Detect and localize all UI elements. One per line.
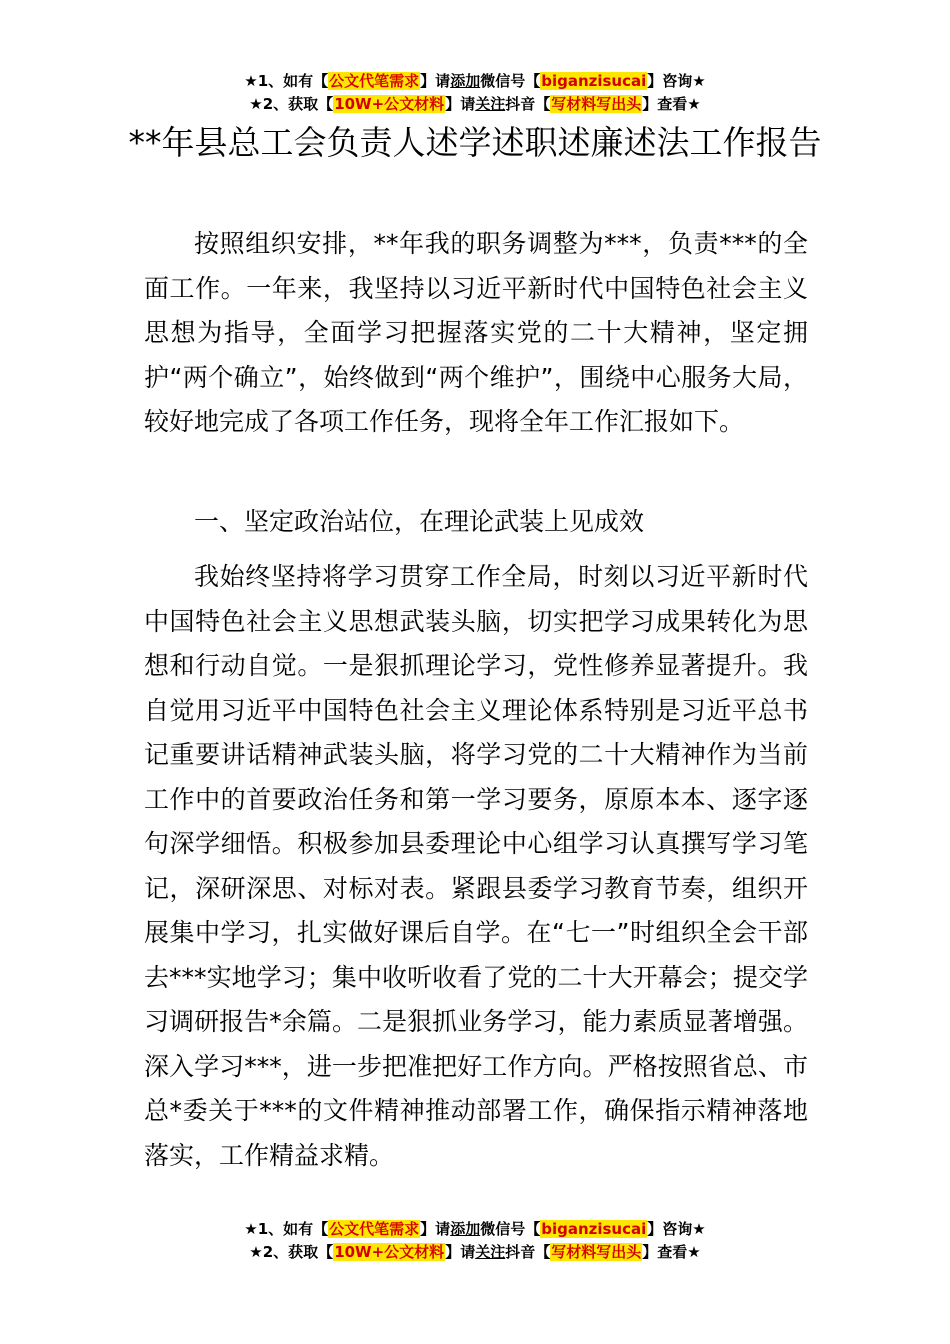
banner-underline: 关注 <box>475 95 506 113</box>
highlight-materials: 10W+公文材料 <box>334 1243 445 1261</box>
highlight-wechat-id: biganzisucai <box>541 1220 647 1238</box>
banner-text: 】查看★ <box>642 1243 701 1261</box>
banner-text: 微信号【 <box>480 1220 541 1238</box>
banner-text: 1、如有【 <box>257 1220 329 1238</box>
paragraph-text: 我始终坚持将学习贯穿工作全局，时刻以习近平新时代中国特色社会主义思想武装头脑，切实把学习成果转化为思想和行动自觉。一是狠抓理论学习，党性修养显著提升。我自觉用习近平中国特色社会主义理论体系特别是习近平总书记重要讲话精神武装头脑，将学习党的二十大精神作为当前工作中的首要政治任务和第一学习要务，原原本本、逐字逐句深学细悟。积极参加县委理论中心组学习认真撰写学习笔记，深研深思、对标对表。紧跟县委学习教育节奏，组织开展集中学习，扎实做好课后自学。在“七一”时组织全会干部去***实地学习；集中收听收看了党的二十大开幕会；提交学习调研报告*余篇。二是狠抓业务学习，能力素质显著增强。深入学习***，进一步把准把好工作方向。严格按照省总、市总*委关于***的文件精神推动部署工作，确保指示精神落地落实，工作精益求精。 <box>144 562 808 1170</box>
banner-text: 2、获取【 <box>262 95 334 113</box>
star-icon: ★ <box>244 72 258 90</box>
bottom-banner <box>0 1218 950 1264</box>
banner-text: 】咨询★ <box>647 72 706 90</box>
banner-text: 2、获取【 <box>262 1243 334 1261</box>
highlight-douyin: 写材料写出头 <box>551 95 642 113</box>
star-icon: ★ <box>249 1243 263 1261</box>
highlight-materials: 10W+公文材料 <box>334 95 445 113</box>
banner-text: 】查看★ <box>642 95 701 113</box>
highlight-service: 公文代笔需求 <box>329 1220 420 1238</box>
banner-text: 】请 <box>420 72 451 90</box>
highlight-service: 公文代笔需求 <box>329 72 420 90</box>
banner-underline: 添加 <box>450 72 481 90</box>
banner-underline: 关注 <box>475 1243 506 1261</box>
banner-line-2 <box>0 1241 950 1264</box>
banner-text: 抖音【 <box>505 1243 551 1261</box>
document-title: **年县总工会负责人述学述职述廉述法工作报告 <box>128 123 822 162</box>
banner-text: 微信号【 <box>480 72 541 90</box>
top-banner <box>0 70 950 116</box>
banner-line-2 <box>0 93 950 116</box>
heading-text: 一、坚定政治站位，在理论武装上见成效 <box>194 507 645 536</box>
banner-text: 抖音【 <box>505 95 551 113</box>
banner-line-1 <box>0 70 950 93</box>
paragraph-section-1 <box>144 555 808 1178</box>
star-icon: ★ <box>249 95 263 113</box>
banner-text: 】请 <box>420 1220 451 1238</box>
banner-text: 1、如有【 <box>257 72 329 90</box>
banner-text: 】请 <box>445 1243 476 1261</box>
banner-text: 】请 <box>445 95 476 113</box>
section-heading <box>144 500 808 545</box>
banner-line-1 <box>0 1218 950 1241</box>
paragraph-text: 按照组织安排，**年我的职务调整为***，负责***的全面工作。一年来，我坚持以习近平新时代中国特色社会主义思想为指导，全面学习把握落实党的二十大精神，坚定拥护“两个确立”，始终做到“两个维护”，围绕中心服务大局，较好地完成了各项工作任务，现将全年工作汇报如下。 <box>144 229 808 436</box>
banner-underline: 添加 <box>450 1220 481 1238</box>
banner-text: 】咨询★ <box>647 1220 706 1238</box>
highlight-wechat-id: biganzisucai <box>541 72 647 90</box>
paragraph-intro <box>144 222 808 445</box>
star-icon: ★ <box>244 1220 258 1238</box>
highlight-douyin: 写材料写出头 <box>551 1243 642 1261</box>
